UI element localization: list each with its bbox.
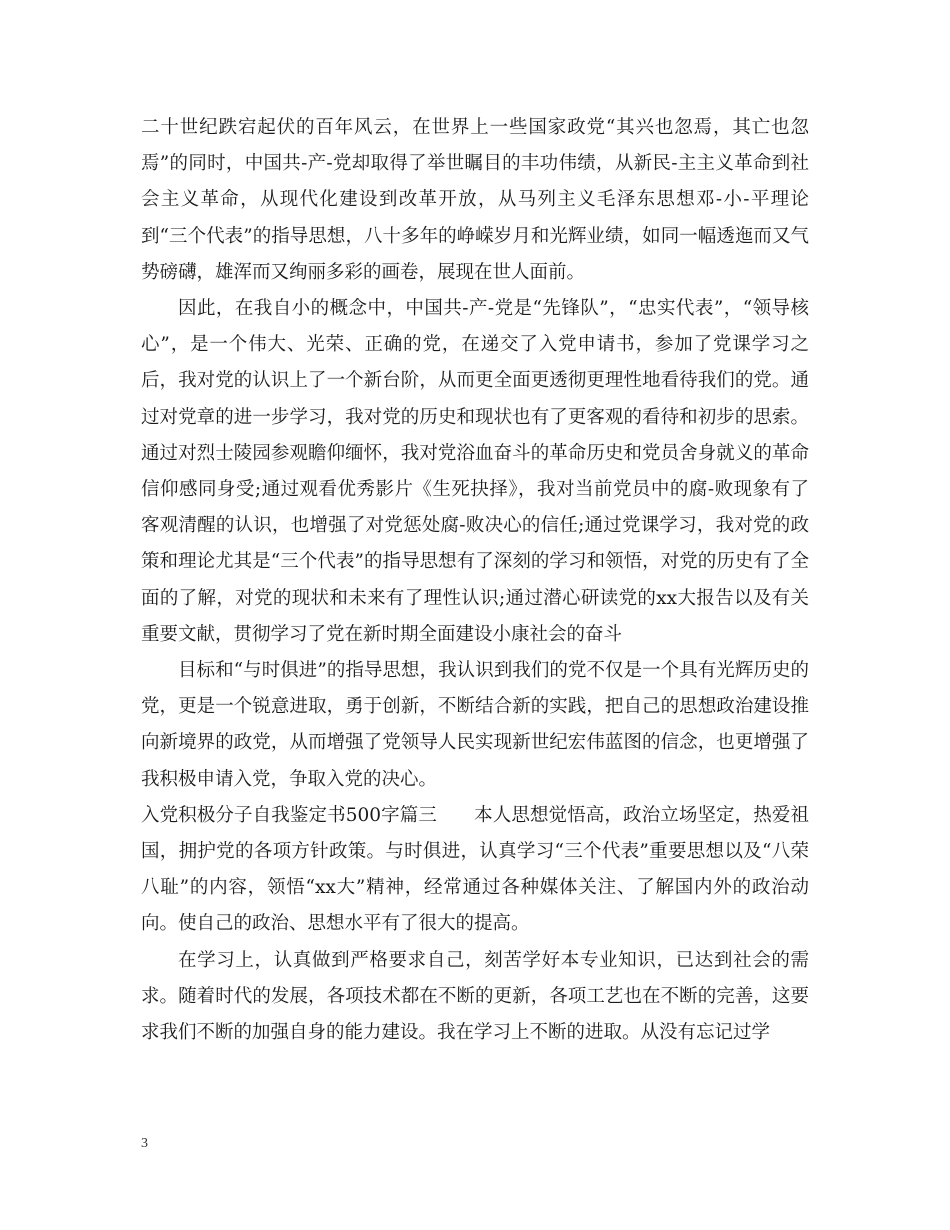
paragraph-intro: 二十世纪跌宕起伏的百年风云，在世界上一些国家政党“其兴也忽焉，其亡也忽焉”的同时，中国共-产-党却取得了举世瞩目的丰功伟绩，从新民-主主义革命到社会主义革命，从现代化建设到改革开放，从马列主义毛泽东思想邓-小-平理论到“三个代表”的指导思想，八十多年的峥嵘岁月和光辉业绩，如同一幅透迤而又气势磅礴，雄浑而又绚丽多彩的画卷，展现在世人面前。 (141, 117, 809, 283)
document-body (141, 110, 809, 1051)
paragraph-understanding: 因此，在我自小的概念中，中国共-产-党是“先锋队”，“忠实代表”，“领导核心”，是一个伟大、光荣、正确的党，在递交了入党申请书，参加了党课学习之后，我对党的认识上了一个新台阶，从而更全面更透彻更理性地看待我们的党。通过对党章的进一步学习，我对党的历史和现状也有了更客观的看待和初步的思索。通过对烈士陵园参观瞻仰缅怀，我对党浴血奋斗的革命历史和党员舍身就义的革命信仰感同身受;通过观看优秀影片《生死抉择》，我对当前党员中的腐-败现象有了客观清醒的认识，也增强了对党惩处腐-败决心的信任;通过党课学习，我对党的政策和理论尤其是“三个代表”的指导思想有了深刻的学习和领悟，对党的历史有了全面的了解，对党的现状和未来有了理性认识;通过潜心研读党的xx大报告以及有关重要文献，贯彻学习了党在新时期全面建设小康社会的奋斗 (141, 298, 809, 645)
paragraph-study: 在学习上，认真做到严格要求自己，刻苦学好本专业知识，已达到社会的需求。随着时代的发展，各项技术都在不断的更新，各项工艺也在不断的完善，这要求我们不断的加强自身的能力建设。我在学习上不断的进取。从没有忘记过学 (141, 949, 809, 1044)
paragraph-section-three: 入党积极分子自我鉴定书500字篇三 本人思想觉悟高，政治立场坚定，热爱祖国，拥护党的各项方针政策。与时俱进，认真学习“三个代表”重要思想以及“八荣八耻”的内容，领悟“xx大”精神，经常通过各种媒体关注、了解国内外的政治动向。使自己的政治、思想水平有了很大的提高。 (141, 804, 809, 935)
paragraph-goals: 目标和“与时俱进”的指导思想，我认识到我们的党不仅是一个具有光辉历史的党，更是一个锐意进取，勇于创新，不断结合新的实践，把自己的思想政治建设推向新境界的政党，从而增强了党领导人民实现新世纪宏伟蓝图的信念，也更增强了我积极申请入党，争取入党的决心。 (141, 660, 809, 790)
page-number: 3 (141, 1136, 148, 1151)
